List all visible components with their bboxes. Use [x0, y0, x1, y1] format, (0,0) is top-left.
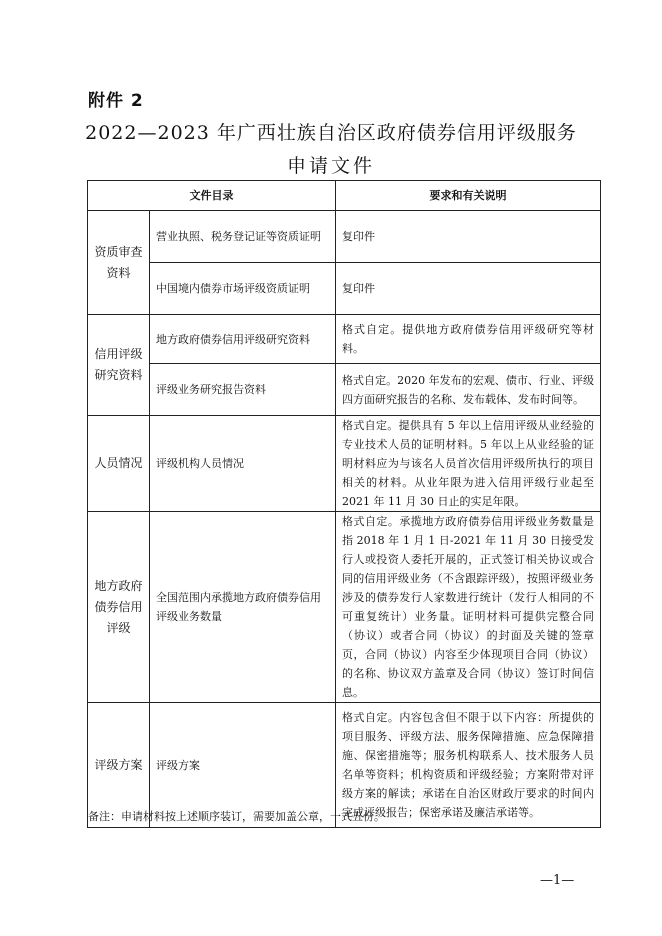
description-cell: 格式自定。内容包含但不限于以下内容：所提供的项目服务、评级方法、服务保障措施、应急保障措施、保密措施等；服务机构联系人、技术服务人员名单等资料；机构资质和评级经验；方案附带对评级方案的解读；承诺在自治区财政厅要求的时间内完成评级报告；保密承诺及廉洁承诺等。	[336, 703, 601, 828]
item-cell: 营业执照、税务登记证等资质证明	[150, 211, 336, 263]
item-cell: 评级机构人员情况	[150, 416, 336, 512]
column-header-directory: 文件目录	[88, 181, 336, 211]
category-local-bond-rating: 地方政府债券信用评级	[88, 512, 150, 703]
description-cell: 格式自定。提供具有 5 年以上信用评级从业经验的专业技术人员的证明材料。5 年以上从业经验的证明材料应为与该名人员首次信用评级所执行的项目相关的材料。从业年限为进入信用评级行业起至 2021 年 11 月 30 日止的实足年限。	[336, 416, 601, 512]
category-research: 信用评级研究资料	[88, 315, 150, 416]
table-row	[88, 263, 601, 315]
table-row	[88, 364, 601, 416]
category-qualification: 资质审查资料	[88, 211, 150, 315]
item-cell: 全国范围内承揽地方政府债券信用评级业务数量	[150, 512, 336, 703]
table-row	[88, 512, 601, 703]
attachment-label: 附件 2	[88, 91, 144, 111]
description-cell: 复印件	[336, 263, 601, 315]
item-cell: 评级方案	[150, 703, 336, 828]
application-documents-table	[87, 180, 601, 828]
column-header-requirements: 要求和有关说明	[336, 181, 601, 211]
item-cell: 评级业务研究报告资料	[150, 364, 336, 416]
table-header-row	[88, 181, 601, 211]
description-cell: 格式自定。提供地方政府债券信用评级研究等材料。	[336, 315, 601, 364]
item-cell: 地方政府债券信用评级研究资料	[150, 315, 336, 364]
document-title-line1: 2022—2023 年广西壮族自治区政府债券信用评级服务	[85, 122, 577, 144]
description-cell: 复印件	[336, 211, 601, 263]
footnote: 备注：申请材料按上述顺序装订，需要加盖公章，一式五份。	[88, 810, 385, 823]
document-title-line2: 申请文件	[286, 155, 375, 177]
item-cell: 中国境内债券市场评级资质证明	[150, 263, 336, 315]
description-cell: 格式自定。2020 年发布的宏观、债市、行业、评级四方面研究报告的名称、发布载体、发布时间等。	[336, 364, 601, 416]
description-cell: 格式自定。承揽地方政府债券信用评级业务数量是指 2018 年 1 月 1 日-2021 年 11 月 30 日接受发行人或投资人委托开展的，正式签订相关协议或合同的信用评级业务（不含跟踪评级），按照评级业务涉及的债券发行人家数进行统计（发行人相同的不可重复统计）业务量。证明材料可提供完整合同（协议）或者合同（协议）的封面及关键的签章页，合同（协议）内容至少体现项目合同（协议）的名称、协议双方盖章及合同（协议）签订时间信息。	[336, 512, 601, 703]
table-row	[88, 315, 601, 364]
category-personnel: 人员情况	[88, 416, 150, 512]
page-number: —1—	[540, 873, 575, 888]
table-row	[88, 416, 601, 512]
category-rating-plan: 评级方案	[88, 703, 150, 828]
table-row	[88, 211, 601, 263]
